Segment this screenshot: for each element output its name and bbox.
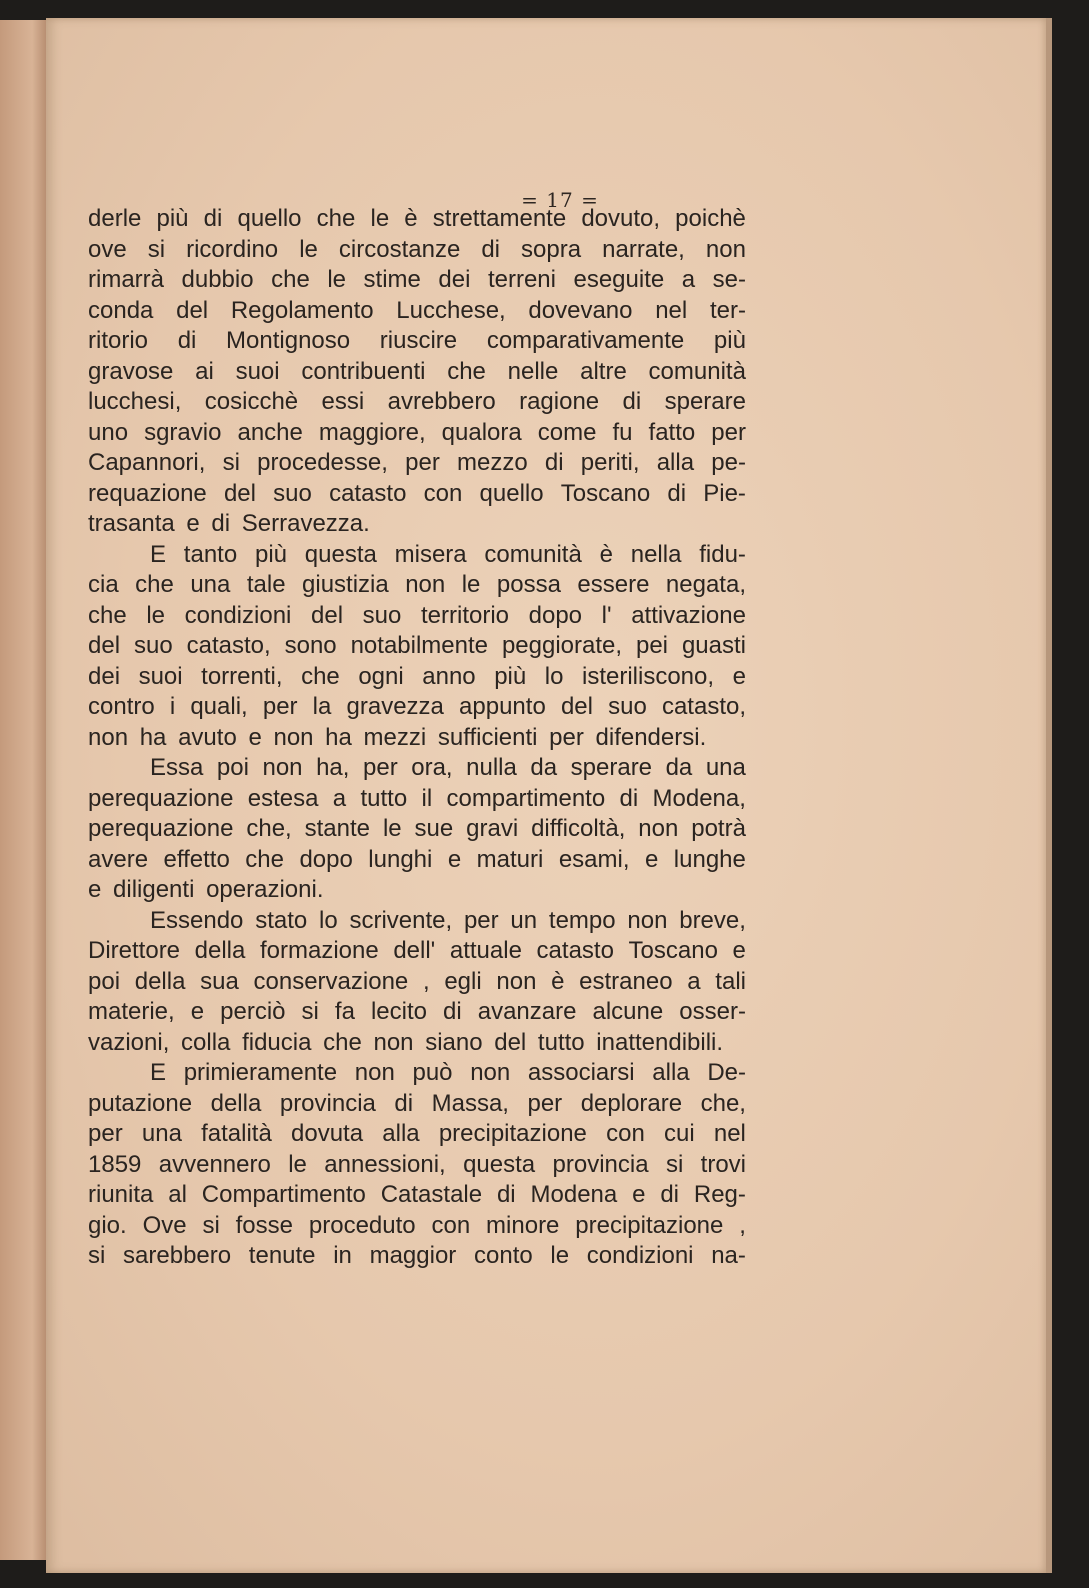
text-line: per una fatalità dovuta alla precipitazione con cui nel [88, 1120, 746, 1147]
text-line: uno sgravio anche maggiore, qualora come fu fatto per [88, 418, 746, 446]
previous-page-edge [0, 20, 48, 1560]
text-line: poi della sua conservazione , egli non è estraneo a tali [88, 967, 746, 995]
text-line: contro i quali, per la gravezza appunto del suo catasto, [88, 693, 746, 720]
text-line: Essendo stato lo scrivente, per un tempo non breve, [150, 906, 746, 934]
text-line: avere effetto che dopo lunghi e maturi esami, e lunghe [88, 845, 746, 873]
text-line: Capannori, si procedesse, per mezzo di periti, alla pe- [88, 449, 746, 476]
text-line: lucchesi, cosicchè essi avrebbero ragione di sperare [88, 388, 746, 415]
text-line: non ha avuto e non ha mezzi sufficienti per difendersi. [88, 723, 707, 751]
paragraph [88, 906, 746, 1059]
text-line: ove si ricordino le circostanze di sopra narrate, non [88, 235, 746, 263]
text-line: E tanto più questa misera comunità è nella fidu- [150, 540, 746, 568]
text-line: materie, e perciò si fa lecito di avanzare alcune osser- [88, 998, 746, 1025]
text-line: cia che una tale giustizia non le possa essere negata, [88, 571, 746, 598]
paragraph [88, 1058, 746, 1272]
page-number: = 17 = [521, 188, 599, 212]
paragraph [88, 753, 746, 906]
text-line: dei suoi torrenti, che ogni anno più lo isteriliscono, e [88, 662, 746, 690]
text-line: conda del Regolamento Lucchese, dovevano nel ter- [88, 296, 746, 324]
text-line: perequazione estesa a tutto il compartimento di Modena, [88, 784, 746, 812]
text-line: che le condizioni del suo territorio dopo l' attivazione [88, 601, 746, 629]
text-line: ritorio di Montignoso riuscire comparativamente più [88, 327, 746, 354]
text-line: gio. Ove si fosse proceduto con minore precipitazione , [88, 1211, 746, 1239]
page-right-edge [1046, 18, 1052, 1573]
text-line: riunita al Compartimento Catastale di Modena e di Reg- [88, 1181, 746, 1208]
text-line: requazione del suo catasto con quello Toscano di Pie- [88, 479, 746, 507]
text-line: E primieramente non può non associarsi alla De- [150, 1059, 746, 1086]
text-line: e diligenti operazioni. [88, 876, 324, 903]
paragraph [88, 204, 746, 540]
text-line: Essa poi non ha, per ora, nulla da sperare da una [150, 754, 746, 781]
text-line: putazione della provincia di Massa, per deplorare che, [88, 1089, 746, 1117]
text-line: vazioni, colla fiducia che non siano del tutto inattendibili. [88, 1028, 724, 1056]
text-line: derle più di quello che le è strettamente dovuto, poichè [88, 205, 746, 232]
text-line: perequazione che, stante le sue gravi difficoltà, non potrà [88, 815, 746, 842]
text-line: 1859 avvennero le annessioni, questa provincia si trovi [88, 1150, 746, 1178]
paragraph [88, 540, 746, 754]
text-line: si sarebbero tenute in maggior conto le condizioni na- [88, 1242, 746, 1269]
body-text [88, 204, 746, 1272]
text-line: Direttore della formazione dell' attuale catasto Toscano e [88, 937, 746, 964]
text-line: rimarrà dubbio che le stime dei terreni eseguite a se- [88, 266, 746, 293]
text-line: del suo catasto, sono notabilmente peggiorate, pei guasti [88, 632, 746, 659]
text-line: gravose ai suoi contribuenti che nelle altre comunità [88, 357, 746, 385]
text-line: trasanta e di Serravezza. [88, 510, 370, 537]
